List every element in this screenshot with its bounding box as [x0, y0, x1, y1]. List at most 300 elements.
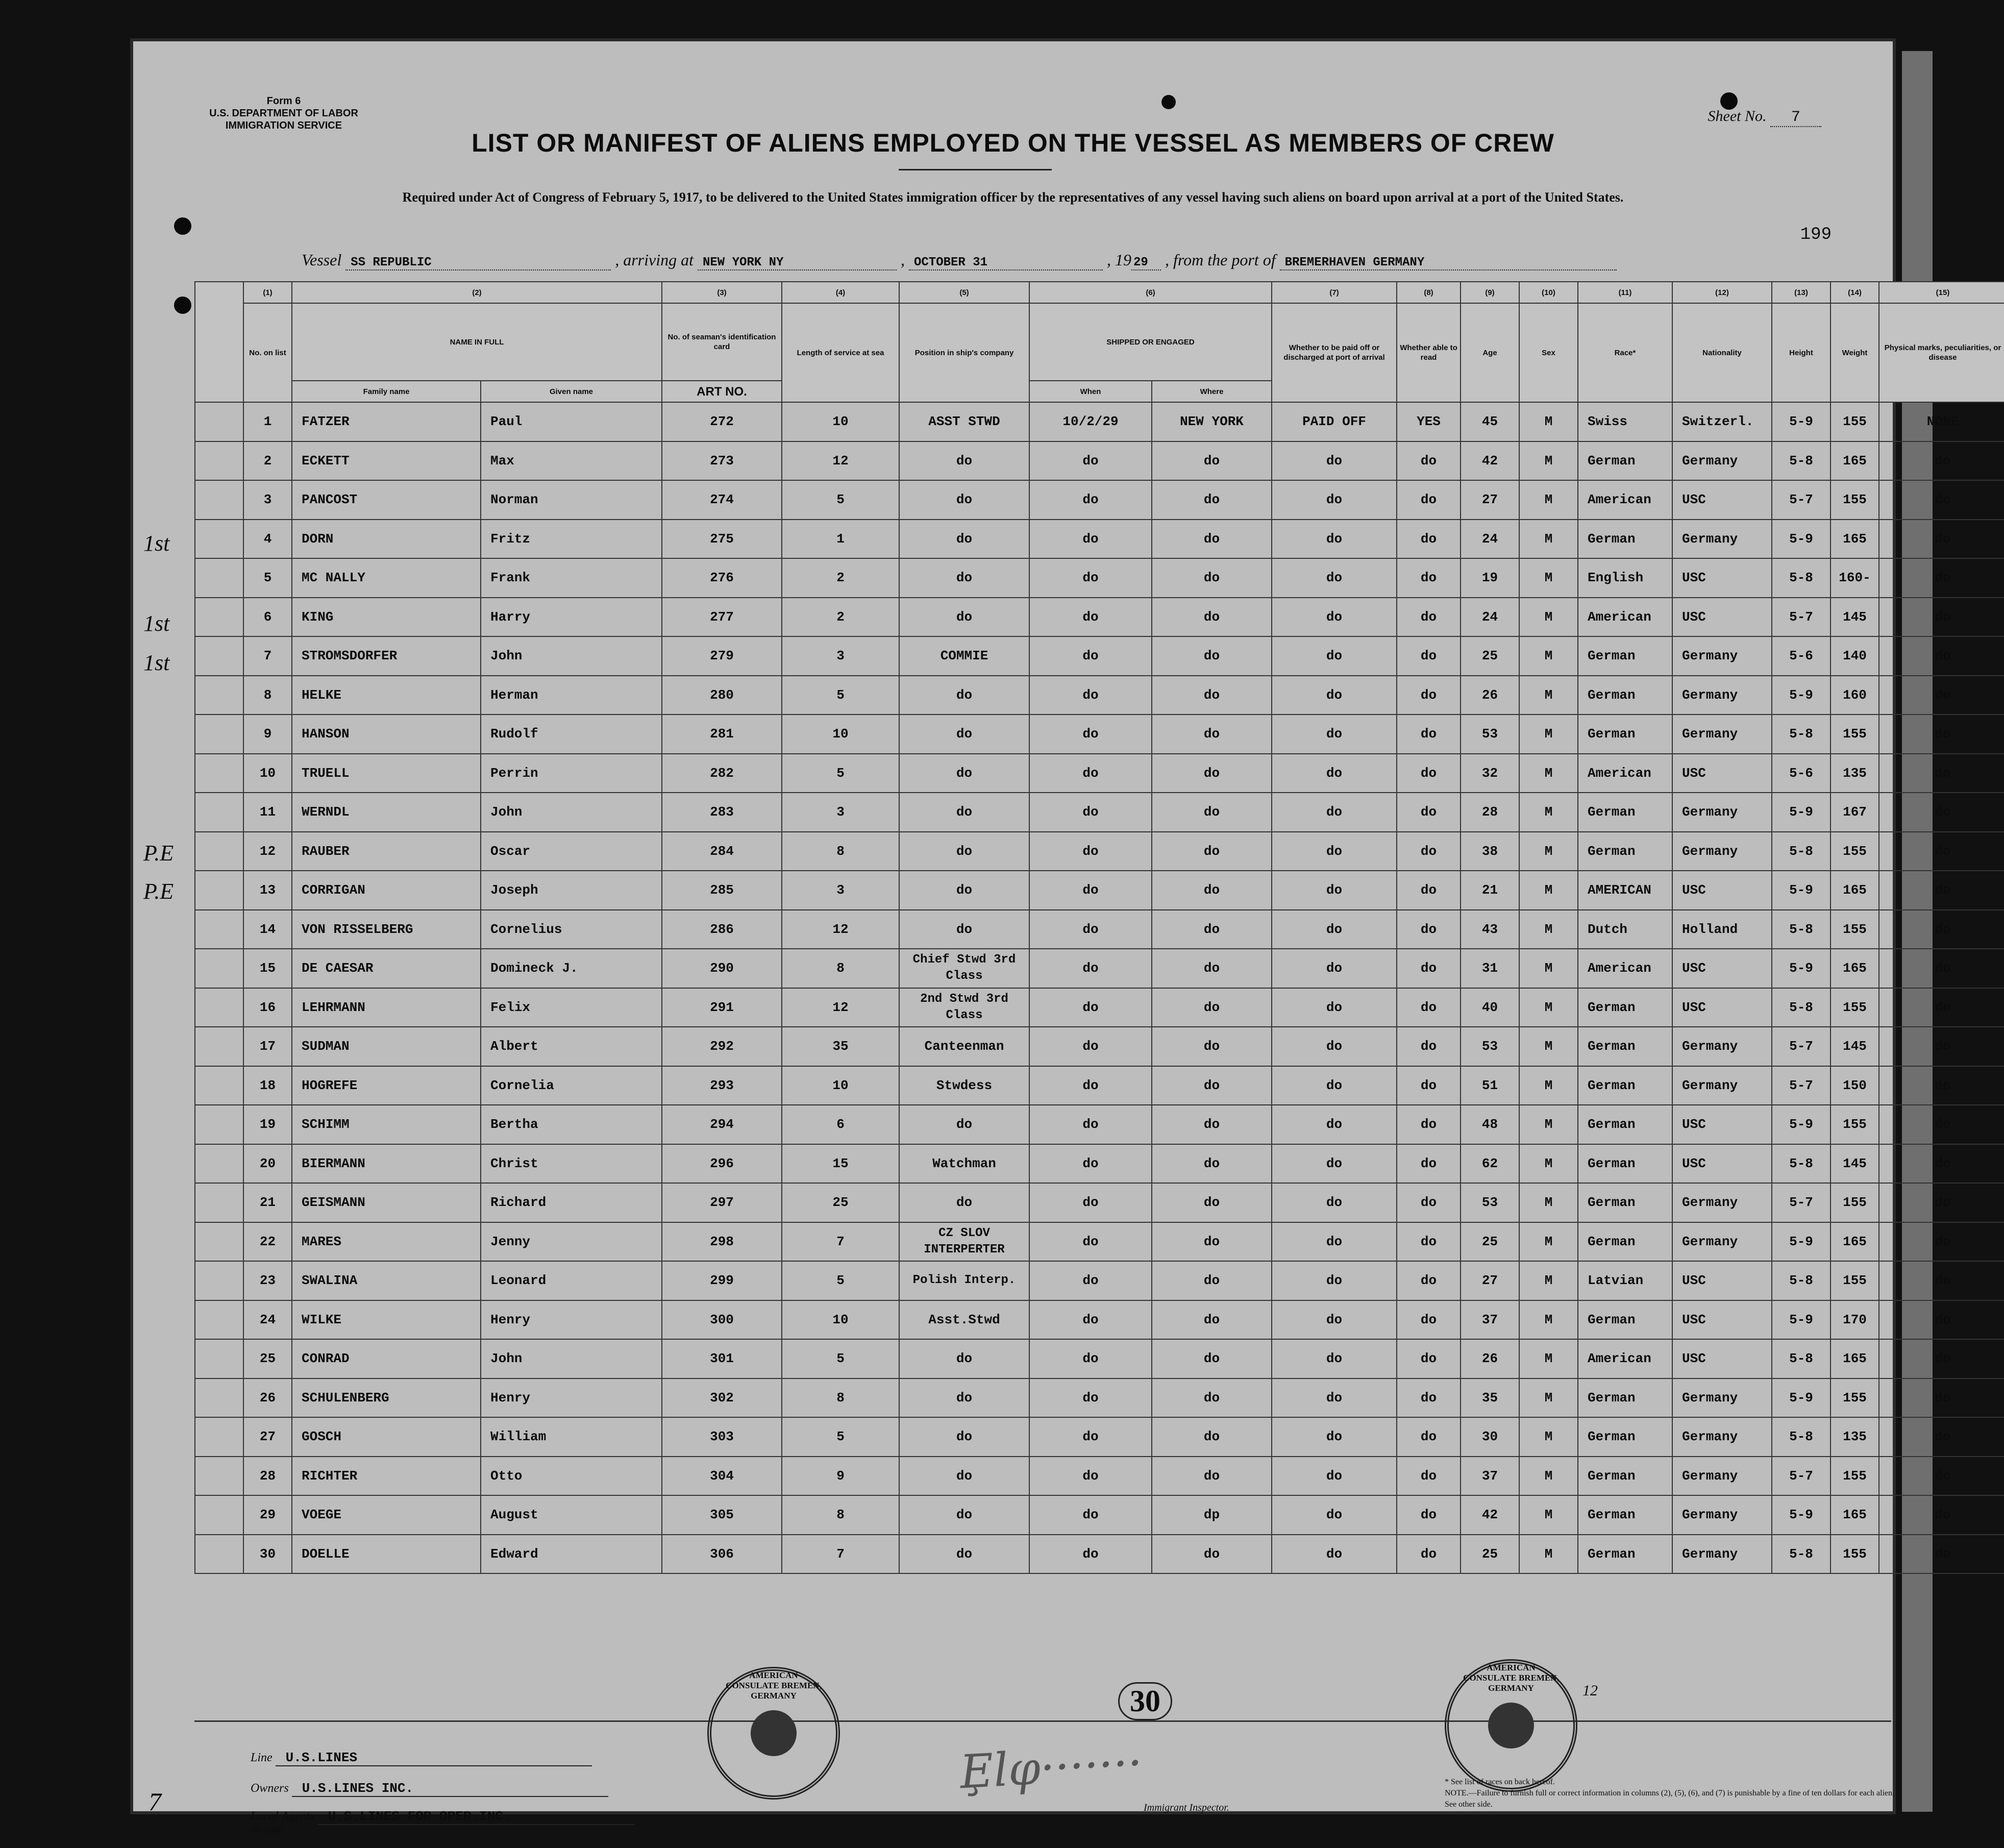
service-length-cell: 2	[782, 598, 899, 637]
family-name-cell: CORRIGAN	[292, 871, 481, 910]
card-number-cell: 305	[662, 1495, 782, 1535]
family-name-cell: DORN	[292, 520, 481, 559]
given-name-cell: Albert	[481, 1027, 662, 1066]
physical-marks-cell: do	[1879, 1144, 2004, 1184]
family-name-cell: GEISMANN	[292, 1183, 481, 1222]
shipped-when-cell: do	[1029, 793, 1152, 832]
age-cell: 51	[1461, 1066, 1519, 1105]
card-number-cell: 280	[662, 676, 782, 715]
nationality-cell: Germany	[1672, 1535, 1772, 1574]
col13-header: Height	[1772, 303, 1830, 402]
sex-cell: M	[1519, 1183, 1578, 1222]
age-cell: 21	[1461, 871, 1519, 910]
race-cell: German	[1578, 1535, 1672, 1574]
height-cell: 5-9	[1772, 402, 1830, 441]
shipped-where-cell: do	[1152, 714, 1272, 754]
age-cell: 37	[1461, 1300, 1519, 1340]
row-number-cell: 25	[243, 1339, 292, 1378]
able-to-read-cell: do	[1397, 832, 1461, 871]
family-name-cell: HANSON	[292, 714, 481, 754]
nationality-cell: USC	[1672, 1144, 1772, 1184]
race-cell: German	[1578, 714, 1672, 754]
physical-marks-cell: do	[1879, 871, 2004, 910]
race-cell: American	[1578, 949, 1672, 988]
physical-marks-cell: do	[1879, 480, 2004, 520]
able-to-read-cell: do	[1397, 1066, 1461, 1105]
row-number-cell: 2	[243, 441, 292, 481]
given-name-cell: Oscar	[481, 832, 662, 871]
height-cell: 5-6	[1772, 754, 1830, 793]
physical-marks-cell: do	[1879, 598, 2004, 637]
eagle-emblem	[751, 1710, 797, 1756]
nationality-cell: Switzerl.	[1672, 402, 1772, 441]
year-suffix: 29	[1131, 256, 1161, 270]
able-to-read-cell: do	[1397, 949, 1461, 988]
service-length-cell: 5	[782, 1339, 899, 1378]
nationality-cell: USC	[1672, 1105, 1772, 1144]
height-cell: 5-8	[1772, 558, 1830, 598]
consulate-seal	[1445, 1659, 1577, 1792]
race-cell: AMERICAN	[1578, 871, 1672, 910]
family-name-cell: SCHIMM	[292, 1105, 481, 1144]
table-row	[195, 1339, 2004, 1378]
sex-cell: M	[1519, 1378, 1578, 1418]
family-name-cell: FATZER	[292, 402, 481, 441]
race-cell: German	[1578, 988, 1672, 1027]
shipped-where-cell: do	[1152, 480, 1272, 520]
position-cell: do	[899, 1378, 1029, 1418]
able-to-read-cell: do	[1397, 520, 1461, 559]
line-value: U.S.LINES	[276, 1750, 592, 1766]
position-cell: do	[899, 1495, 1029, 1535]
family-name-cell: KING	[292, 598, 481, 637]
punch-hole	[1720, 92, 1738, 110]
service-length-cell: 3	[782, 871, 899, 910]
service-length-cell: 5	[782, 1417, 899, 1457]
position-cell: do	[899, 1183, 1029, 1222]
height-cell: 5-8	[1772, 910, 1830, 949]
age-cell: 42	[1461, 441, 1519, 481]
card-number-cell: 274	[662, 480, 782, 520]
race-cell: American	[1578, 754, 1672, 793]
departure-port: BREMERHAVEN GERMANY	[1280, 256, 1617, 270]
given-name-cell: Fritz	[481, 520, 662, 559]
owners-label: Owners	[251, 1782, 289, 1795]
sex-cell: M	[1519, 832, 1578, 871]
margin-cell	[195, 1339, 243, 1378]
line-row	[251, 1750, 592, 1766]
paid-off-cell: do	[1272, 832, 1397, 871]
eagle-emblem	[1488, 1703, 1534, 1748]
col8-header: Whether able to read	[1397, 303, 1461, 402]
service-length-cell: 25	[782, 1183, 899, 1222]
family-name-cell: HELKE	[292, 676, 481, 715]
shipped-when-cell: do	[1029, 636, 1152, 676]
given-name-cell: Leonard	[481, 1261, 662, 1300]
service-length-cell: 5	[782, 754, 899, 793]
card-number-cell: 285	[662, 871, 782, 910]
sex-cell: M	[1519, 1105, 1578, 1144]
row-number-cell: 20	[243, 1144, 292, 1184]
service-length-cell: 15	[782, 1144, 899, 1184]
able-to-read-cell: do	[1397, 1535, 1461, 1574]
weight-cell: 145	[1830, 1027, 1879, 1066]
shipped-when-cell: 10/2/29	[1029, 402, 1152, 441]
family-name-cell: PANCOST	[292, 480, 481, 520]
col5-header: Position in ship's company	[899, 303, 1029, 402]
margin-cell	[195, 1300, 243, 1340]
weight-cell: 165	[1830, 1222, 1879, 1262]
card-number-cell: 297	[662, 1183, 782, 1222]
shipped-when-cell: do	[1029, 676, 1152, 715]
shipped-when-cell: do	[1029, 1535, 1152, 1574]
given-name-cell: Felix	[481, 988, 662, 1027]
table-row	[195, 1066, 2004, 1105]
given-name-cell: John	[481, 636, 662, 676]
family-name-cell: GOSCH	[292, 1417, 481, 1457]
row-number-cell: 15	[243, 949, 292, 988]
sex-cell: M	[1519, 988, 1578, 1027]
service-length-cell: 2	[782, 558, 899, 598]
sex-cell: M	[1519, 1495, 1578, 1535]
height-cell: 5-7	[1772, 1183, 1830, 1222]
agents-label: Local Agents	[251, 1810, 315, 1823]
shipped-where-cell: do	[1152, 676, 1272, 715]
shipped-when-cell: do	[1029, 441, 1152, 481]
physical-marks-cell: do	[1879, 1495, 2004, 1535]
given-name-cell: Jenny	[481, 1222, 662, 1262]
card-number-cell: 298	[662, 1222, 782, 1262]
age-cell: 43	[1461, 910, 1519, 949]
service-length-cell: 1	[782, 520, 899, 559]
margin-cell	[195, 1183, 243, 1222]
weight-cell: 135	[1830, 754, 1879, 793]
position-cell: do	[899, 832, 1029, 871]
height-cell: 5-9	[1772, 1495, 1830, 1535]
age-cell: 25	[1461, 636, 1519, 676]
service-length-cell: 12	[782, 441, 899, 481]
height-cell: 5-7	[1772, 1066, 1830, 1105]
col2a-header: Family name	[292, 381, 481, 402]
paid-off-cell: do	[1272, 1105, 1397, 1144]
shipped-when-cell: do	[1029, 1495, 1152, 1535]
shipped-where-cell: do	[1152, 1144, 1272, 1184]
margin-cell	[195, 1417, 243, 1457]
age-cell: 32	[1461, 754, 1519, 793]
able-to-read-cell: do	[1397, 1183, 1461, 1222]
given-name-cell: William	[481, 1417, 662, 1457]
position-cell: do	[899, 480, 1029, 520]
shipped-where-cell: dp	[1152, 1495, 1272, 1535]
table-row	[195, 832, 2004, 871]
given-name-cell: John	[481, 1339, 662, 1378]
row-number-cell: 9	[243, 714, 292, 754]
shipped-where-cell: do	[1152, 1457, 1272, 1496]
row-number-cell: 24	[243, 1300, 292, 1340]
margin-cell	[195, 598, 243, 637]
nationality-cell: Germany	[1672, 636, 1772, 676]
given-name-cell: Frank	[481, 558, 662, 598]
given-name-cell: Richard	[481, 1183, 662, 1222]
table-row	[195, 1027, 2004, 1066]
physical-marks-cell: do	[1879, 1300, 2004, 1340]
physical-marks-cell: do	[1879, 441, 2004, 481]
physical-marks-cell: do	[1879, 1183, 2004, 1222]
paid-off-cell: do	[1272, 988, 1397, 1027]
table-row	[195, 636, 2004, 676]
nationality-cell: USC	[1672, 988, 1772, 1027]
form-number: Form 6	[266, 95, 301, 107]
crew-rows	[195, 402, 2004, 1573]
height-cell: 5-6	[1772, 636, 1830, 676]
card-number-cell: 282	[662, 754, 782, 793]
physical-marks-cell: NONE	[1879, 402, 2004, 441]
sex-cell: M	[1519, 793, 1578, 832]
margin-cell	[195, 1495, 243, 1535]
paid-off-cell: do	[1272, 1183, 1397, 1222]
shipped-when-cell: do	[1029, 1027, 1152, 1066]
race-cell: German	[1578, 1027, 1672, 1066]
able-to-read-cell: do	[1397, 480, 1461, 520]
position-cell: do	[899, 1339, 1029, 1378]
height-cell: 5-8	[1772, 1144, 1830, 1184]
given-name-cell: Norman	[481, 480, 662, 520]
shipped-when-cell: do	[1029, 1378, 1152, 1418]
sex-cell: M	[1519, 480, 1578, 520]
arrival-port: NEW YORK NY	[698, 256, 897, 270]
given-name-cell: Paul	[481, 402, 662, 441]
shipped-where-cell: do	[1152, 754, 1272, 793]
nationality-cell: Germany	[1672, 1183, 1772, 1222]
nationality-cell: Germany	[1672, 1222, 1772, 1262]
col14-num: (14)	[1830, 282, 1879, 303]
margin-cell	[195, 1535, 243, 1574]
col11-header: Race*	[1578, 303, 1672, 402]
weight-cell: 155	[1830, 1535, 1879, 1574]
card-number-cell: 303	[662, 1417, 782, 1457]
row-number-cell: 11	[243, 793, 292, 832]
card-number-cell: 299	[662, 1261, 782, 1300]
service-length-cell: 3	[782, 636, 899, 676]
family-name-cell: BIERMANN	[292, 1144, 481, 1184]
shipped-when-cell: do	[1029, 714, 1152, 754]
sex-cell: M	[1519, 636, 1578, 676]
margin-cell	[195, 910, 243, 949]
row-number-cell: 23	[243, 1261, 292, 1300]
sex-cell: M	[1519, 754, 1578, 793]
punch-hole	[1161, 95, 1176, 109]
col2b-header: Given name	[481, 381, 662, 402]
able-to-read-cell: do	[1397, 871, 1461, 910]
nationality-cell: Germany	[1672, 1457, 1772, 1496]
table-row	[195, 520, 2004, 559]
position-cell: do	[899, 558, 1029, 598]
table-row	[195, 1261, 2004, 1300]
paid-off-cell: do	[1272, 1339, 1397, 1378]
weight-cell: 150	[1830, 1066, 1879, 1105]
position-cell: do	[899, 1417, 1029, 1457]
vessel-line: Vessel SS REPUBLIC , arriving at NEW YORK NY , OCTOBER 31 , 19 29 , from the port of BREMERHAVEN GERMANY	[302, 251, 1617, 270]
service-length-cell: 12	[782, 988, 899, 1027]
height-cell: 5-9	[1772, 676, 1830, 715]
family-name-cell: SCHULENBERG	[292, 1378, 481, 1418]
family-name-cell: HOGREFE	[292, 1066, 481, 1105]
shipped-when-cell: do	[1029, 1066, 1152, 1105]
margin-cell	[195, 988, 243, 1027]
physical-marks-cell: do	[1879, 636, 2004, 676]
inspector-label: Immigrant Inspector.	[1144, 1802, 1229, 1813]
given-name-cell: Christ	[481, 1144, 662, 1184]
given-name-cell: Cornelia	[481, 1066, 662, 1105]
margin-cell	[195, 636, 243, 676]
col7-num: (7)	[1272, 282, 1397, 303]
margin-note: P.E	[143, 879, 174, 904]
col15-header: Physical marks, peculiarities, or disease	[1879, 303, 2004, 402]
shipped-where-cell: do	[1152, 1105, 1272, 1144]
card-number-cell: 306	[662, 1535, 782, 1574]
line-label: Line	[251, 1751, 273, 1764]
col9-num: (9)	[1461, 282, 1519, 303]
inspector-signature: Ȩlφ·······	[958, 1736, 1144, 1800]
table-row	[195, 1144, 2004, 1184]
family-name-cell: MARES	[292, 1222, 481, 1262]
race-cell: German	[1578, 676, 1672, 715]
given-name-cell: Max	[481, 441, 662, 481]
race-cell: German	[1578, 1300, 1672, 1340]
height-cell: 5-9	[1772, 949, 1830, 988]
height-cell: 5-7	[1772, 1457, 1830, 1496]
family-name-cell: WERNDL	[292, 793, 481, 832]
able-to-read-cell: YES	[1397, 402, 1461, 441]
nationality-cell: USC	[1672, 754, 1772, 793]
row-number-cell: 30	[243, 1535, 292, 1574]
service-length-cell: 35	[782, 1027, 899, 1066]
service-name: IMMIGRATION SERVICE	[225, 120, 342, 131]
table-row	[195, 793, 2004, 832]
shipped-where-cell: do	[1152, 636, 1272, 676]
able-to-read-cell: do	[1397, 1417, 1461, 1457]
nationality-cell: Holland	[1672, 910, 1772, 949]
sex-cell: M	[1519, 520, 1578, 559]
col2-num: (2)	[292, 282, 662, 303]
table-row	[195, 871, 2004, 910]
weight-cell: 160	[1830, 676, 1879, 715]
stamped-page-number: 199	[1800, 225, 1832, 244]
age-cell: 24	[1461, 520, 1519, 559]
service-length-cell: 8	[782, 1378, 899, 1418]
margin-cell	[195, 1457, 243, 1496]
shipped-when-cell: do	[1029, 988, 1152, 1027]
table-row	[195, 910, 2004, 949]
service-length-cell: 10	[782, 1300, 899, 1340]
weight-cell: 165	[1830, 1339, 1879, 1378]
form-code: 14—1340	[251, 1827, 283, 1835]
service-length-cell: 5	[782, 676, 899, 715]
sex-cell: M	[1519, 1339, 1578, 1378]
weight-cell: 155	[1830, 988, 1879, 1027]
shipped-when-cell: do	[1029, 558, 1152, 598]
card-number-cell: 276	[662, 558, 782, 598]
owners-value: U.S.LINES INC.	[292, 1781, 608, 1797]
col15-num: (15)	[1879, 282, 2004, 303]
shipped-where-cell: do	[1152, 1300, 1272, 1340]
col6a-header: When	[1029, 381, 1152, 402]
table-row	[195, 1495, 2004, 1535]
row-number-cell: 3	[243, 480, 292, 520]
paid-off-cell: do	[1272, 1222, 1397, 1262]
paid-off-cell: do	[1272, 1378, 1397, 1418]
physical-marks-cell: do	[1879, 832, 2004, 871]
weight-cell: 135	[1830, 1417, 1879, 1457]
age-cell: 27	[1461, 480, 1519, 520]
able-to-read-cell: do	[1397, 793, 1461, 832]
weight-cell: 155	[1830, 714, 1879, 754]
nationality-cell: Germany	[1672, 520, 1772, 559]
table-row	[195, 1105, 2004, 1144]
family-name-cell: SUDMAN	[292, 1027, 481, 1066]
margin-cell	[195, 1066, 243, 1105]
row-number-cell: 10	[243, 754, 292, 793]
nationality-cell: USC	[1672, 558, 1772, 598]
card-number-cell: 291	[662, 988, 782, 1027]
able-to-read-cell: do	[1397, 1495, 1461, 1535]
age-cell: 26	[1461, 1339, 1519, 1378]
margin-cell	[195, 1105, 243, 1144]
family-name-cell: CONRAD	[292, 1339, 481, 1378]
seal-text: AMERICAN CONSULATE BREMEN, GERMANY	[726, 1670, 822, 1701]
shipped-when-cell: do	[1029, 1261, 1152, 1300]
margin-cell	[195, 1261, 243, 1300]
paid-off-cell: do	[1272, 1027, 1397, 1066]
row-number-cell: 16	[243, 988, 292, 1027]
age-cell: 62	[1461, 1144, 1519, 1184]
table-row	[195, 1417, 2004, 1457]
nationality-cell: USC	[1672, 480, 1772, 520]
shipped-where-cell: do	[1152, 1066, 1272, 1105]
table-row	[195, 714, 2004, 754]
nationality-cell: Germany	[1672, 1378, 1772, 1418]
family-name-cell: TRUELL	[292, 754, 481, 793]
nationality-cell: Germany	[1672, 1495, 1772, 1535]
table-row	[195, 402, 2004, 441]
margin-cell	[195, 949, 243, 988]
sex-cell: M	[1519, 1261, 1578, 1300]
shipped-when-cell: do	[1029, 871, 1152, 910]
table-row	[195, 1378, 2004, 1418]
sex-cell: M	[1519, 871, 1578, 910]
card-number-cell: 302	[662, 1378, 782, 1418]
nationality-cell: USC	[1672, 871, 1772, 910]
weight-cell: 155	[1830, 1183, 1879, 1222]
row-number-cell: 18	[243, 1066, 292, 1105]
age-cell: 53	[1461, 1027, 1519, 1066]
given-name-cell: Rudolf	[481, 714, 662, 754]
family-name-cell: VOEGE	[292, 1495, 481, 1535]
card-number-cell: 273	[662, 441, 782, 481]
service-length-cell: 7	[782, 1535, 899, 1574]
vessel-name: SS REPUBLIC	[345, 256, 611, 270]
service-length-cell: 8	[782, 949, 899, 988]
card-number-cell: 279	[662, 636, 782, 676]
table-row	[195, 988, 2004, 1027]
margin-cell	[195, 754, 243, 793]
nationality-cell: Germany	[1672, 676, 1772, 715]
physical-marks-cell: do	[1879, 754, 2004, 793]
service-length-cell: 5	[782, 1261, 899, 1300]
agents-row	[251, 1809, 634, 1825]
department-header	[207, 95, 360, 132]
row-number-cell: 1	[243, 402, 292, 441]
